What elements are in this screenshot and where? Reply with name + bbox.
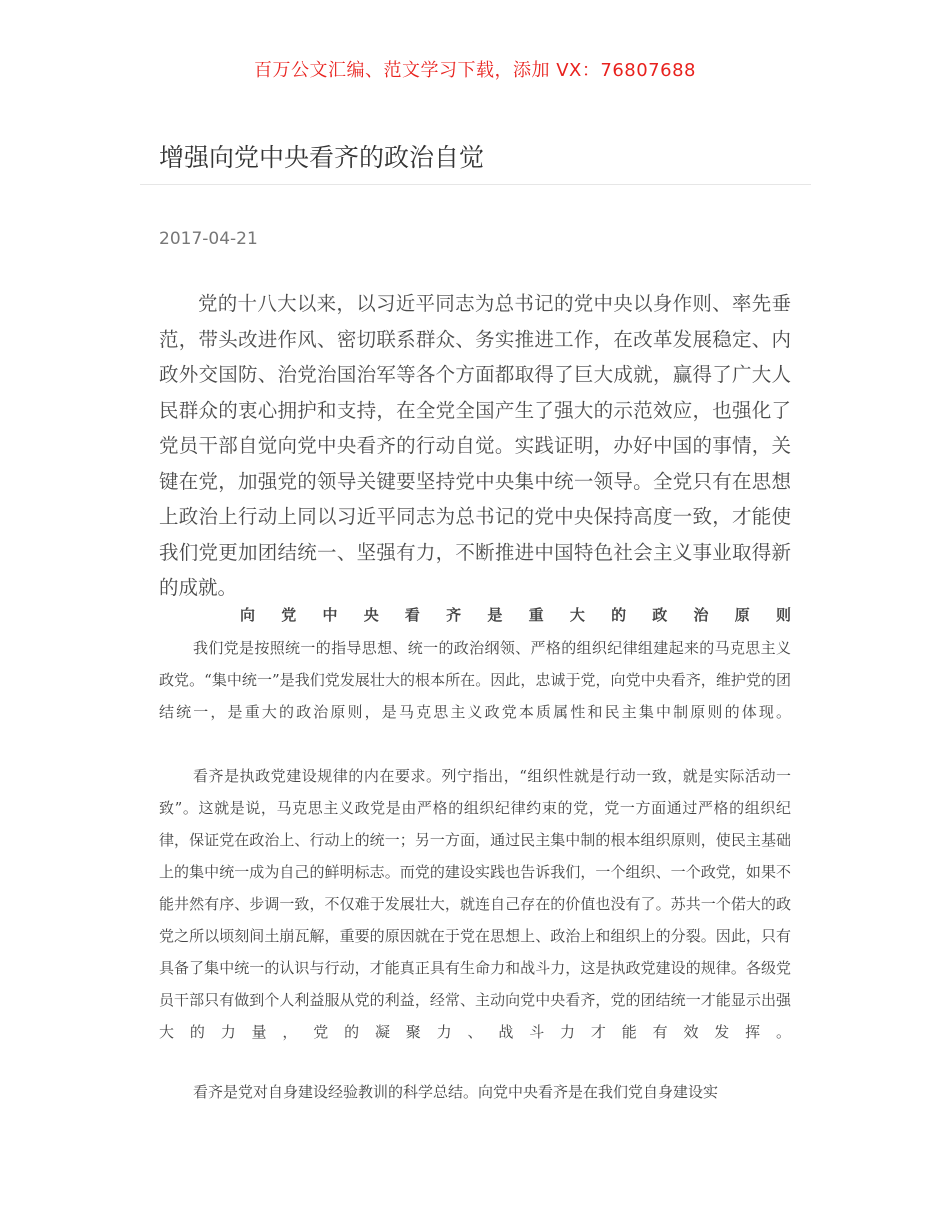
lead-paragraph: 党的十八大以来，以习近平同志为总书记的党中央以身作则、率先垂范，带头改进作风、密切联系群众、务实推进工作，在改革发展稳定、内政外交国防、治党治国治军等各个方面都取得了巨大成就，赢得了广大人民群众的衷心拥护和支持，在全党全国产生了强大的示范效应，也强化了党员干部自觉向党中央看齐的行动自觉。实践证明，办好中国的事情，关键在党，加强党的领导关键要坚持党中央集中统一领导。全党只有在思想上政治上行动上同以习近平同志为总书记的党中央保持高度一致，才能使我们党更加团结统一、坚强有力，不断推进中国特色社会主义事业取得新的成就。 <box>159 292 791 599</box>
article-date: 2017-04-21 <box>159 229 258 249</box>
title-divider <box>140 184 811 185</box>
body-paragraph-3: 看齐是党对自身建设经验教训的科学总结。向党中央看齐是在我们党自身建设实 <box>193 1083 719 1101</box>
body-paragraph-2: 看齐是执政党建设规律的内在要求。列宁指出，“组织性就是行动一致，就是实际活动一致”。这就是说，马克思主义政党是由严格的组织纪律约束的党，党一方面通过严格的组织纪律，保证党在政治上、行动上的统一；另一方面，通过民主集中制的根本组织原则，使民主基础上的集中统一成为自己的鲜明标志。而党的建设实践也告诉我们，一个组织、一个政党，如果不能井然有序、步调一致，不仅难于发展壮大，就连自己存在的价值也没有了。苏共一个偌大的政党之所以顷刻间土崩瓦解，重要的原因就在于党在思想上、政治上和组织上的分裂。因此，只有具备了集中统一的认识与行动，才能真正具有生命力和战斗力，这是执政党建设的规律。各级党员干部只有做到个人利益服从党的利益，经常、主动向党中央看齐，党的团结统一才能显示出强大的力量，党的凝聚力、战斗力才能有效发挥。 <box>159 767 791 1041</box>
promo-banner: 百万公文汇编、范文学习下载，添加 VX：76807688 <box>254 60 696 81</box>
body-paragraph-1: 我们党是按照统一的指导思想、统一的政治纲领、严格的组织纪律组建起来的马克思主义政党。“集中统一”是我们党发展壮大的根本所在。因此，忠诚于党，向党中央看齐，维护党的团结统一，是重大的政治原则，是马克思主义政党本质属性和民主集中制原则的体现。 <box>159 639 791 721</box>
article-title: 增强向党中央看齐的政治自觉 <box>159 143 485 172</box>
section-heading: 向党中央看齐是重大的政治原则 <box>240 606 791 624</box>
